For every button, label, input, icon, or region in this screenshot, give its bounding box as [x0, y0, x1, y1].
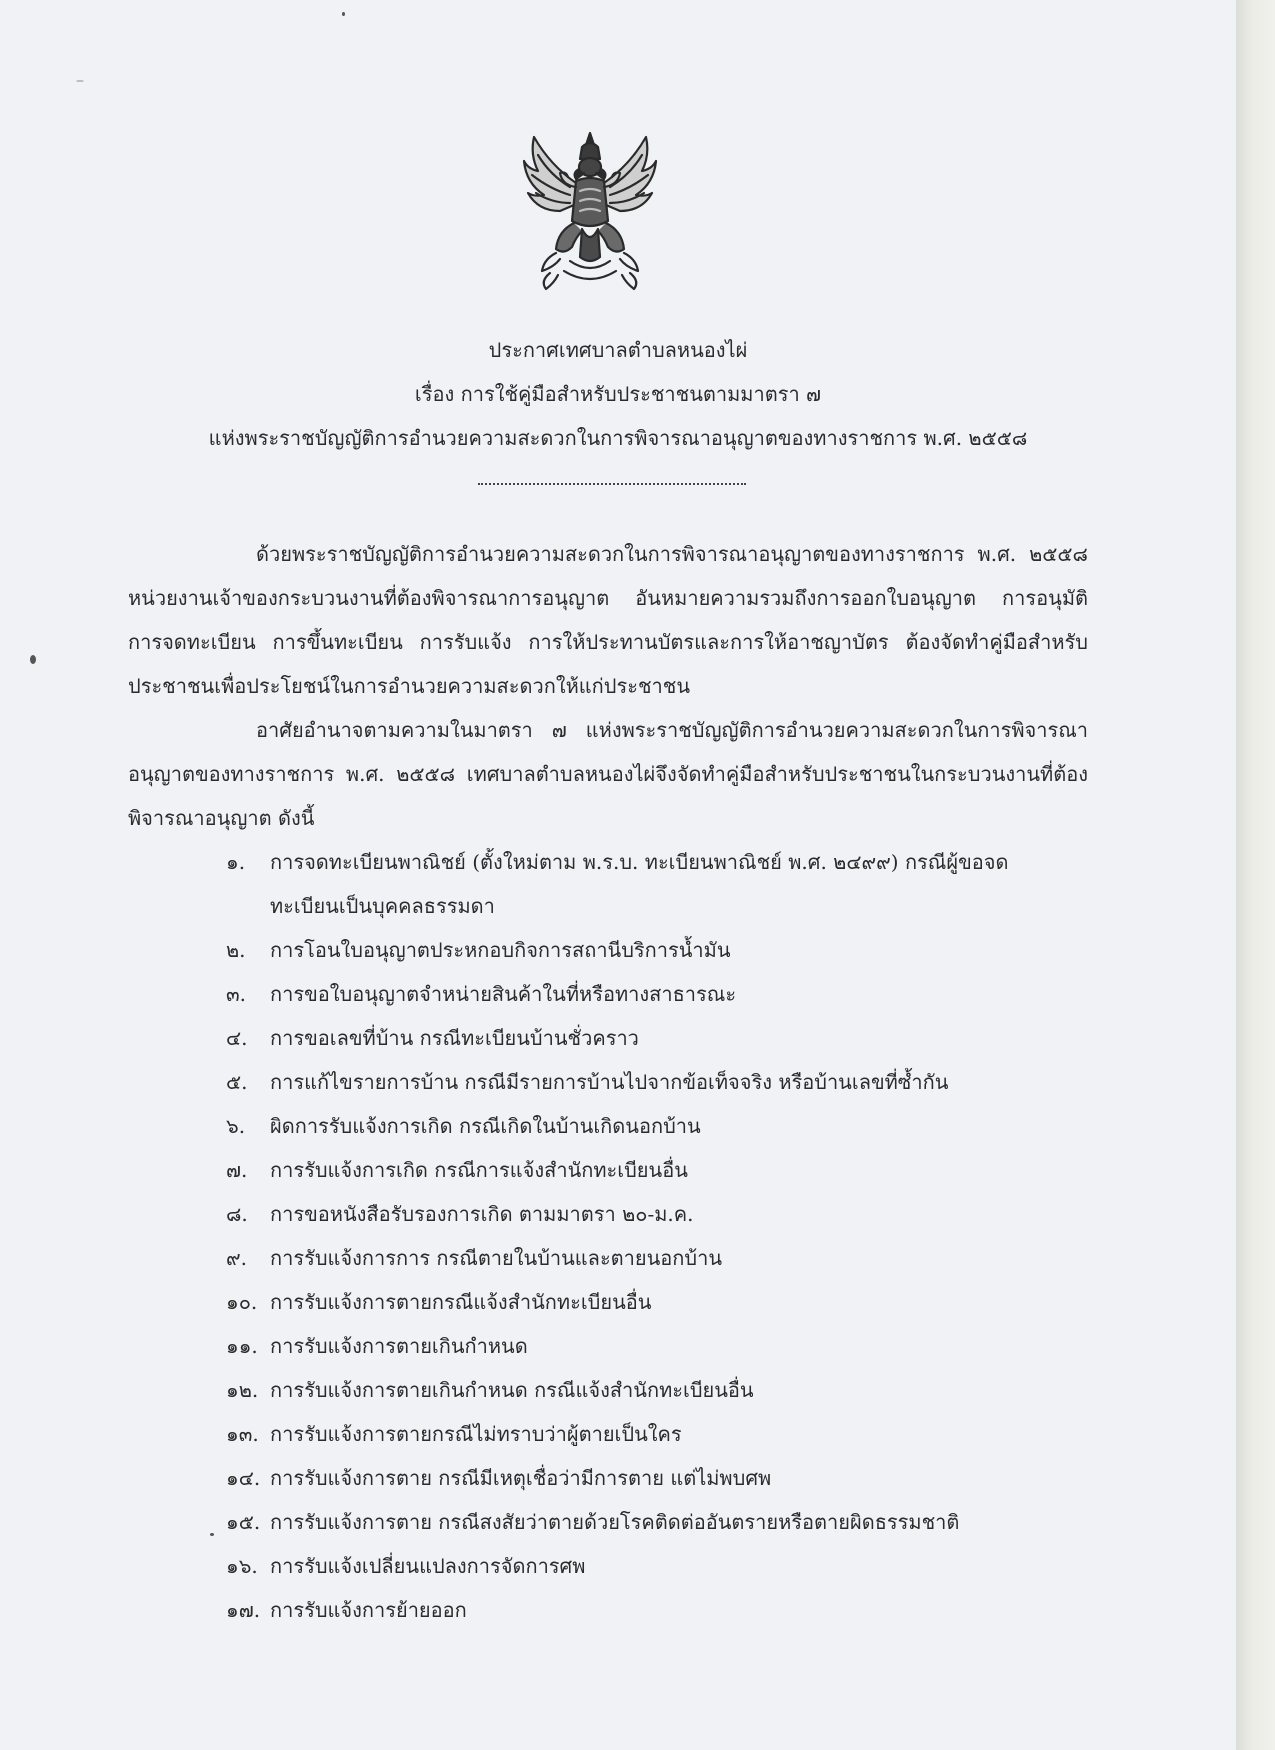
- announcement-subject: เรื่อง การใช้คู่มือสำหรับประชาชนตามมาตรา ๗: [414, 382, 822, 406]
- list-item: [226, 1016, 1096, 1060]
- list-item-text: การรับแจ้งการเกิด กรณีการแจ้งสำนักทะเบียนอื่น: [270, 1158, 688, 1182]
- list-item-text: การรับแจ้งการตาย กรณีสงสัยว่าตายด้วยโรคติดต่ออันตรายหรือตายผิดธรรมชาติ: [270, 1510, 960, 1534]
- garuda-emblem-icon: [520, 125, 660, 295]
- list-item: [226, 1104, 1096, 1148]
- list-item-number: ๓.: [226, 982, 247, 1006]
- list-item-number: ๑๓.: [226, 1422, 259, 1446]
- list-item: [226, 840, 1096, 928]
- list-item-number: ๕.: [226, 1070, 248, 1094]
- list-item: [226, 1412, 1096, 1456]
- list-item-number: ๑.: [226, 850, 246, 874]
- list-item: [226, 1148, 1096, 1192]
- list-item-text: การขอเลขที่บ้าน กรณีทะเบียนบ้านชั่วคราว: [270, 1026, 639, 1050]
- list-item: [226, 1544, 1096, 1588]
- list-item-number: ๘.: [226, 1202, 248, 1226]
- list-item: [226, 1588, 1096, 1632]
- list-item-text: การรับแจ้งการย้ายออก: [270, 1598, 467, 1622]
- list-item-number: ๑๒.: [226, 1378, 259, 1402]
- list-item-number: ๙.: [226, 1246, 248, 1270]
- title-separator: [478, 483, 746, 485]
- list-item-number: ๑๔.: [226, 1466, 261, 1490]
- list-item-text: การขอหนังสือรับรองการเกิด ตามมาตรา ๒๐-ม.ค.: [270, 1202, 694, 1226]
- list-item-number: ๑๐.: [226, 1290, 258, 1314]
- list-item-text: การรับแจ้งการตายกรณีแจ้งสำนักทะเบียนอื่น: [270, 1290, 652, 1314]
- list-item-number: ๑๖.: [226, 1554, 258, 1578]
- scan-speck: [210, 1533, 214, 1536]
- procedure-list: [226, 840, 1096, 1632]
- list-item-text: การขอใบอนุญาตจำหน่ายสินค้าในที่หรือทางสาธารณะ: [270, 982, 737, 1006]
- list-item-text: การโอนใบอนุญาตประหกอบกิจการสถานีบริการน้ำมัน: [270, 938, 731, 962]
- scan-speck: [30, 655, 36, 664]
- list-item-text: การรับแจ้งการตายเกินกำหนด: [270, 1334, 528, 1358]
- list-item: [226, 1456, 1096, 1500]
- list-item-text: การรับแจ้งการตาย กรณีมีเหตุเชื่อว่ามีการตาย แต่ไม่พบศพ: [270, 1466, 772, 1490]
- list-item-text: การรับแจ้งการตายกรณีไม่ทราบว่าผู้ตายเป็นใคร: [270, 1422, 682, 1446]
- body-paragraph-2: อาศัยอำนาจตามความในมาตรา ๗ แห่งพระราชบัญญัติการอำนวยความสะดวกในการพิจารณาอนุญาตของทางราชการ พ.ศ. ๒๕๕๘ เทศบาลตำบลหนองไผ่จึงจัดทำคู่มือสำหรับประชาชนในกระบวนงานที่ต้องพิจารณาอนุญาต ดังนี้: [128, 718, 1088, 830]
- body-paragraph-1: ด้วยพระราชบัญญัติการอำนวยความสะดวกในการพิจารณาอนุญาตของทางราชการ พ.ศ. ๒๕๕๘ หน่วยงานเจ้าของกระบวนงานที่ต้องพิจารณาการอนุญาต อันหมายความรวมถึงการออกใบอนุญาต การอนุมัติ การจดทะเบียน การขึ้นทะเบียน การรับแจ้ง การให้ประทานบัตรและการให้อาชญาบัตร ต้องจัดทำคู่มือสำหรับประชาชนเพื่อประโยชน์ในการอำนวยความสะดวกให้แก่ประชาชน: [128, 542, 1088, 698]
- list-item: [226, 1060, 1096, 1104]
- list-item-number: ๔.: [226, 1026, 248, 1050]
- page-edge: [1236, 0, 1275, 1750]
- list-item: [226, 1192, 1096, 1236]
- list-item: [226, 1236, 1096, 1280]
- list-item-text: การรับแจ้งเปลี่ยนแปลงการจัดการศพ: [270, 1554, 586, 1578]
- list-item: [226, 1500, 1096, 1544]
- list-item-number: ๒.: [226, 938, 246, 962]
- list-item-text: การจดทะเบียนพาณิชย์ (ตั้งใหม่ตาม พ.ร.บ. ทะเบียนพาณิชย์ พ.ศ. ๒๔๙๙) กรณีผู้ขอจดทะเบียนเป็นบุคคลธรรมดา: [270, 850, 1009, 918]
- list-item: [226, 1324, 1096, 1368]
- scan-speck: [342, 12, 345, 16]
- list-item-number: ๑๑.: [226, 1334, 258, 1358]
- announcement-title: ประกาศเทศบาลตำบลหนองไผ่: [488, 338, 748, 362]
- list-item: [226, 972, 1096, 1016]
- list-item-number: ๑๕.: [226, 1510, 261, 1534]
- list-item-text: ผิดการรับแจ้งการเกิด กรณีเกิดในบ้านเกิดนอกบ้าน: [270, 1114, 701, 1138]
- list-item-number: ๗.: [226, 1158, 248, 1182]
- list-item: [226, 928, 1096, 972]
- list-item: [226, 1280, 1096, 1324]
- list-item-text: การรับแจ้งการตายเกินกำหนด กรณีแจ้งสำนักทะเบียนอื่น: [270, 1378, 754, 1402]
- scan-speck: [76, 80, 84, 82]
- list-item-number: ๑๗.: [226, 1598, 261, 1622]
- list-item-text: การแก้ไขรายการบ้าน กรณีมีรายการบ้านไปจากข้อเท็จจริง หรือบ้านเลขที่ซ้ำกัน: [270, 1070, 949, 1094]
- announcement-subject-line2: แห่งพระราชบัญญัติการอำนวยความสะดวกในการพิจารณาอนุญาตของทางราชการ พ.ศ. ๒๕๕๘: [208, 426, 1028, 450]
- list-item: [226, 1368, 1096, 1412]
- list-item-text: การรับแจ้งการการ กรณีตายในบ้านและตายนอกบ้าน: [270, 1246, 723, 1270]
- list-item-number: ๖.: [226, 1114, 246, 1138]
